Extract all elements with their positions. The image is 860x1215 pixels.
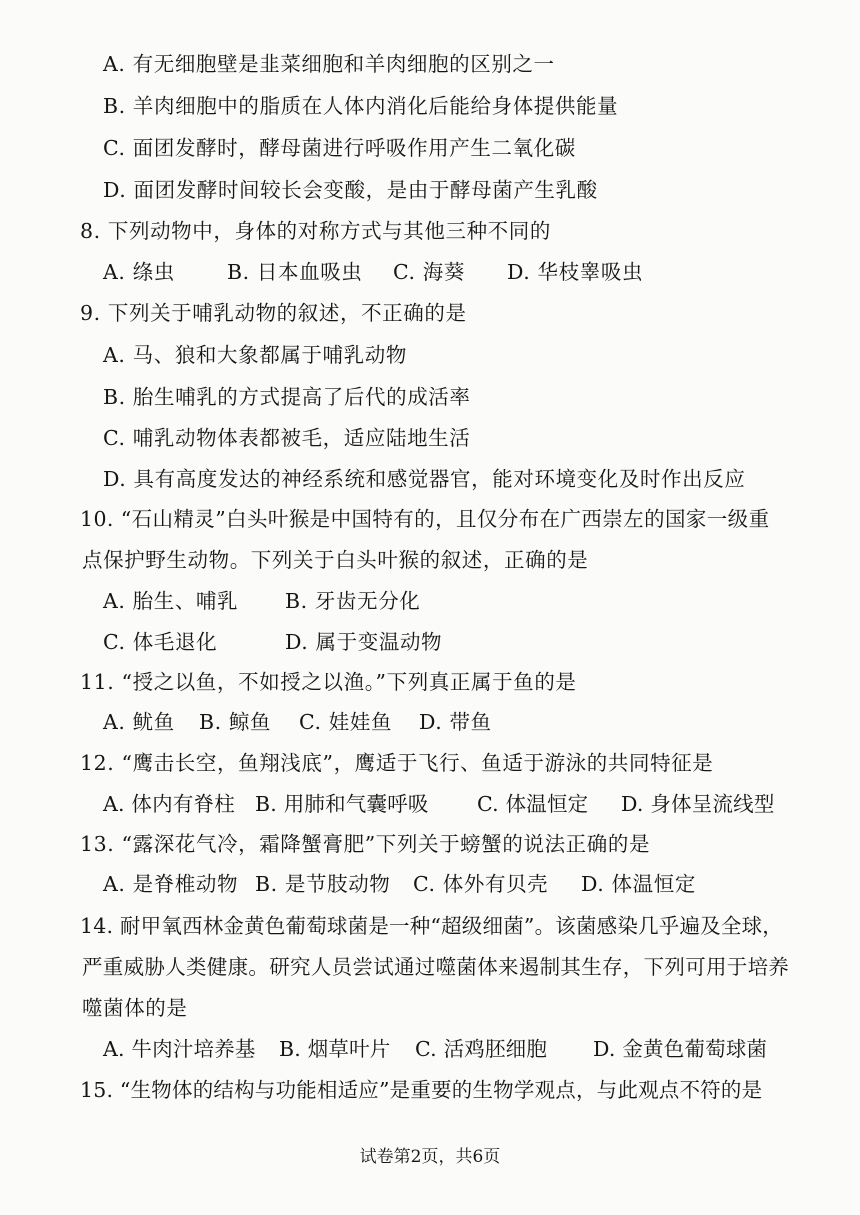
q13-options [103, 871, 696, 897]
q9-option-c: C. 哺乳动物体表都被毛，适应陆地生活 [103, 426, 471, 450]
q13-stem: 13. “露深花气冷，霜降蟹膏肥”下列关于螃蟹的说法正确的是 [80, 832, 651, 856]
q10-options-row2 [103, 629, 442, 655]
q7-option-b: B. 羊肉细胞中的脂质在人体内消化后能给身体提供能量 [103, 94, 619, 118]
q12-option-b: B. 用肺和气囊呼吸 [255, 792, 429, 816]
page-footer: 试卷第2页，共6页 [359, 1147, 501, 1167]
q14-options [103, 1036, 767, 1062]
q7-option-a: A. 有无细胞壁是韭菜细胞和羊肉细胞的区别之一 [103, 52, 555, 76]
q10-stem-line2: 点保护野生动物。下列关于白头叶猴的叙述，正确的是 [82, 548, 589, 572]
q15-stem: 15. “生物体的结构与功能相适应”是重要的生物学观点，与此观点不符的是 [80, 1078, 763, 1102]
q10-stem-line1: 10. “石山精灵”白头叶猴是中国特有的，且仅分布在广西崇左的国家一级重 [80, 507, 770, 531]
q14-option-c: C. 活鸡胚细胞 [415, 1037, 548, 1061]
q10-option-d: D. 属于变温动物 [285, 630, 443, 654]
q14-stem-line2: 严重威胁人类健康。研究人员尝试通过噬菌体来遏制其生存，下列可用于培养 [82, 955, 790, 979]
q13-option-b: B. 是节肢动物 [255, 872, 391, 896]
q7-option-c: C. 面团发酵时，酵母菌进行呼吸作用产生二氧化碳 [103, 136, 576, 160]
q14-option-a: A. 牛肉汁培养基 [103, 1037, 256, 1061]
q12-option-d: D. 身体呈流线型 [621, 792, 775, 816]
q10-options-row1 [103, 588, 420, 614]
q7-option-d: D. 面团发酵时间较长会变酸，是由于酵母菌产生乳酸 [103, 178, 598, 202]
q8-option-a: A. 绦虫 [103, 260, 175, 284]
q13-option-a: A. 是脊椎动物 [103, 872, 239, 896]
q12-options [103, 791, 775, 817]
q14-stem-line3: 噬菌体的是 [82, 996, 188, 1020]
q12-stem: 12. “鹰击长空，鱼翔浅底”，鹰适于飞行、鱼适于游泳的共同特征是 [80, 751, 714, 775]
q9-stem: 9. 下列关于哺乳动物的叙述，不正确的是 [80, 301, 467, 325]
q11-option-c: C. 娃娃鱼 [299, 710, 393, 734]
q10-option-b: B. 牙齿无分化 [285, 589, 421, 613]
q8-stem: 8. 下列动物中，身体的对称方式与其他三种不同的 [80, 219, 551, 243]
q8-option-c: C. 海葵 [393, 260, 465, 284]
q11-option-d: D. 带鱼 [419, 710, 492, 734]
q8-option-d: D. 华枝睾吸虫 [507, 260, 644, 284]
q10-option-c: C. 体毛退化 [103, 630, 218, 654]
q14-option-b: B. 烟草叶片 [279, 1037, 391, 1061]
q11-option-b: B. 鲸鱼 [199, 710, 272, 734]
q13-option-c: C. 体外有贝壳 [413, 872, 549, 896]
q12-option-a: A. 体内有脊柱 [103, 792, 235, 816]
q14-option-d: D. 金黄色葡萄球菌 [593, 1037, 768, 1061]
q11-option-a: A. 鱿鱼 [103, 710, 175, 734]
q11-stem: 11. “授之以鱼，不如授之以渔。”下列真正属于鱼的是 [80, 670, 577, 694]
q14-stem-line1: 14. 耐甲氧西林金黄色葡萄球菌是一种“超级细菌”。该菌感染几乎遍及全球， [80, 914, 783, 938]
q12-option-c: C. 体温恒定 [477, 792, 589, 816]
q8-option-b: B. 日本血吸虫 [227, 260, 363, 284]
q11-options [103, 709, 492, 735]
q9-option-a: A. 马、狼和大象都属于哺乳动物 [103, 343, 407, 367]
q8-options [103, 259, 643, 285]
q10-option-a: A. 胎生、哺乳 [103, 589, 239, 613]
q13-option-d: D. 体温恒定 [581, 872, 696, 896]
q9-option-b: B. 胎生哺乳的方式提高了后代的成活率 [103, 385, 471, 409]
q9-option-d: D. 具有高度发达的神经系统和感觉器官，能对环境变化及时作出反应 [103, 467, 746, 491]
